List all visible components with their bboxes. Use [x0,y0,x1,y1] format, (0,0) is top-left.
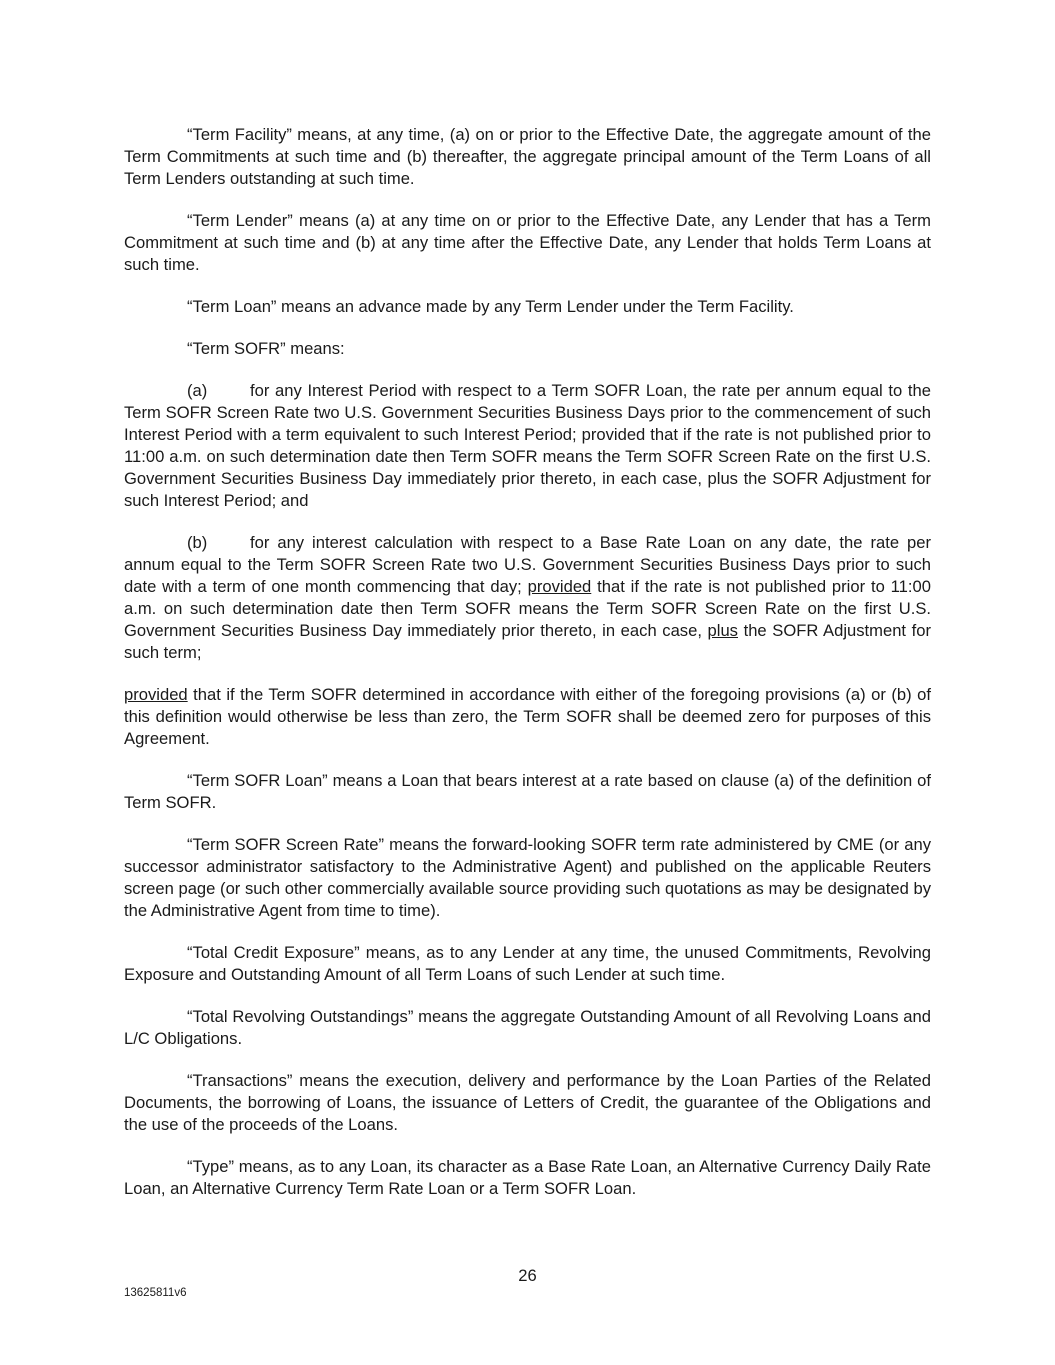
definition-term-sofr-proviso [124,684,931,750]
document-id: 13625811v6 [124,1287,187,1299]
definition-term-loan: “Term Loan” means an advance made by any Term Lender under the Term Facility. [187,297,794,316]
page-number: 26 [518,1266,537,1285]
document-page [124,124,931,1220]
clause-text: for any interest calculation with respect to a Base Rate Loan on any date, the rate per annum equal to the Term SOFR Screen Rate two U.S. Government Securities Business Days prior to such date with a term of one month commencing that day; [124,533,931,596]
clause-marker: (b) [187,533,208,552]
definition-term-sofr-clause-b [124,532,931,664]
definition-transactions: “Transactions” means the execution, delivery and performance by the Loan Parties of the Related Documents, the borrowing of Loans, the issuance of Letters of Credit, the guarantee of the Obligations and the use of the proceeds of the Loans. [124,1071,931,1134]
provided-underlined: provided [527,577,592,596]
definition-term-sofr-clause-a [124,380,931,512]
definition-term-sofr-loan: “Term SOFR Loan” means a Loan that bears interest at a rate based on clause (a) of the definition of Term SOFR. [124,771,931,812]
clause-text: the SOFR Adjustment for such term; [124,621,931,662]
definition-term-lender: “Term Lender” means (a) at any time on or prior to the Effective Date, any Lender that has a Term Commitment at such time and (b) at any time after the Effective Date, any Lender that holds Term Loans at such time. [124,211,931,274]
clause-text: that if the rate is not published prior to 11:00 a.m. on such determination date then Term SOFR means the Term SOFR Screen Rate on the first U.S. Government Securities Business Day immediately prior thereto, in each case, [124,577,931,640]
definition-term-facility: “Term Facility” means, at any time, (a) on or prior to the Effective Date, the aggregate amount of the Term Commitments at such time and (b) thereafter, the aggregate principal amount of the Term Loans of all Term Lenders outstanding at such time. [124,125,931,188]
proviso-text: that if the Term SOFR determined in accordance with either of the foregoing provisions (a) or (b) of this definition would otherwise be less than zero, the Term SOFR shall be deemed zero for purposes of this Agreement. [124,685,931,748]
definition-term-sofr-screen-rate: “Term SOFR Screen Rate” means the forward-looking SOFR term rate administered by CME (or any successor administrator satisfactory to the Administrative Agent) and published on the applicable Reuters screen page (or such other commercially available source providing such quotations as may be designated by the Administrative Agent from time to time). [124,835,931,920]
provided-underlined: provided [124,685,188,704]
definition-type: “Type” means, as to any Loan, its character as a Base Rate Loan, an Alternative Currency Daily Rate Loan, an Alternative Currency Term Rate Loan or a Term SOFR Loan. [124,1157,931,1198]
definition-total-credit-exposure: “Total Credit Exposure” means, as to any Lender at any time, the unused Commitments, Revolving Exposure and Outstanding Amount of all Term Loans of such Lender at such time. [124,943,931,984]
plus-underlined: plus [707,621,738,640]
definition-term-sofr-intro: “Term SOFR” means: [187,339,345,358]
clause-marker: (a) [187,381,208,400]
clause-text: for any Interest Period with respect to a Term SOFR Loan, the rate per annum equal to the Term SOFR Screen Rate two U.S. Government Securities Business Days prior to the commencement of such Interest Period with a term equivalent to such Interest Period; provided that if the rate is not published prior to 11:00 a.m. on such determination date then Term SOFR means the Term SOFR Screen Rate on the first U.S. Government Securities Business Day immediately prior thereto, in each case, plus the SOFR Adjustment for such Interest Period; and [124,381,931,510]
definition-total-revolving-outstandings: “Total Revolving Outstandings” means the aggregate Outstanding Amount of all Revolving Loans and L/C Obligations. [124,1007,931,1048]
